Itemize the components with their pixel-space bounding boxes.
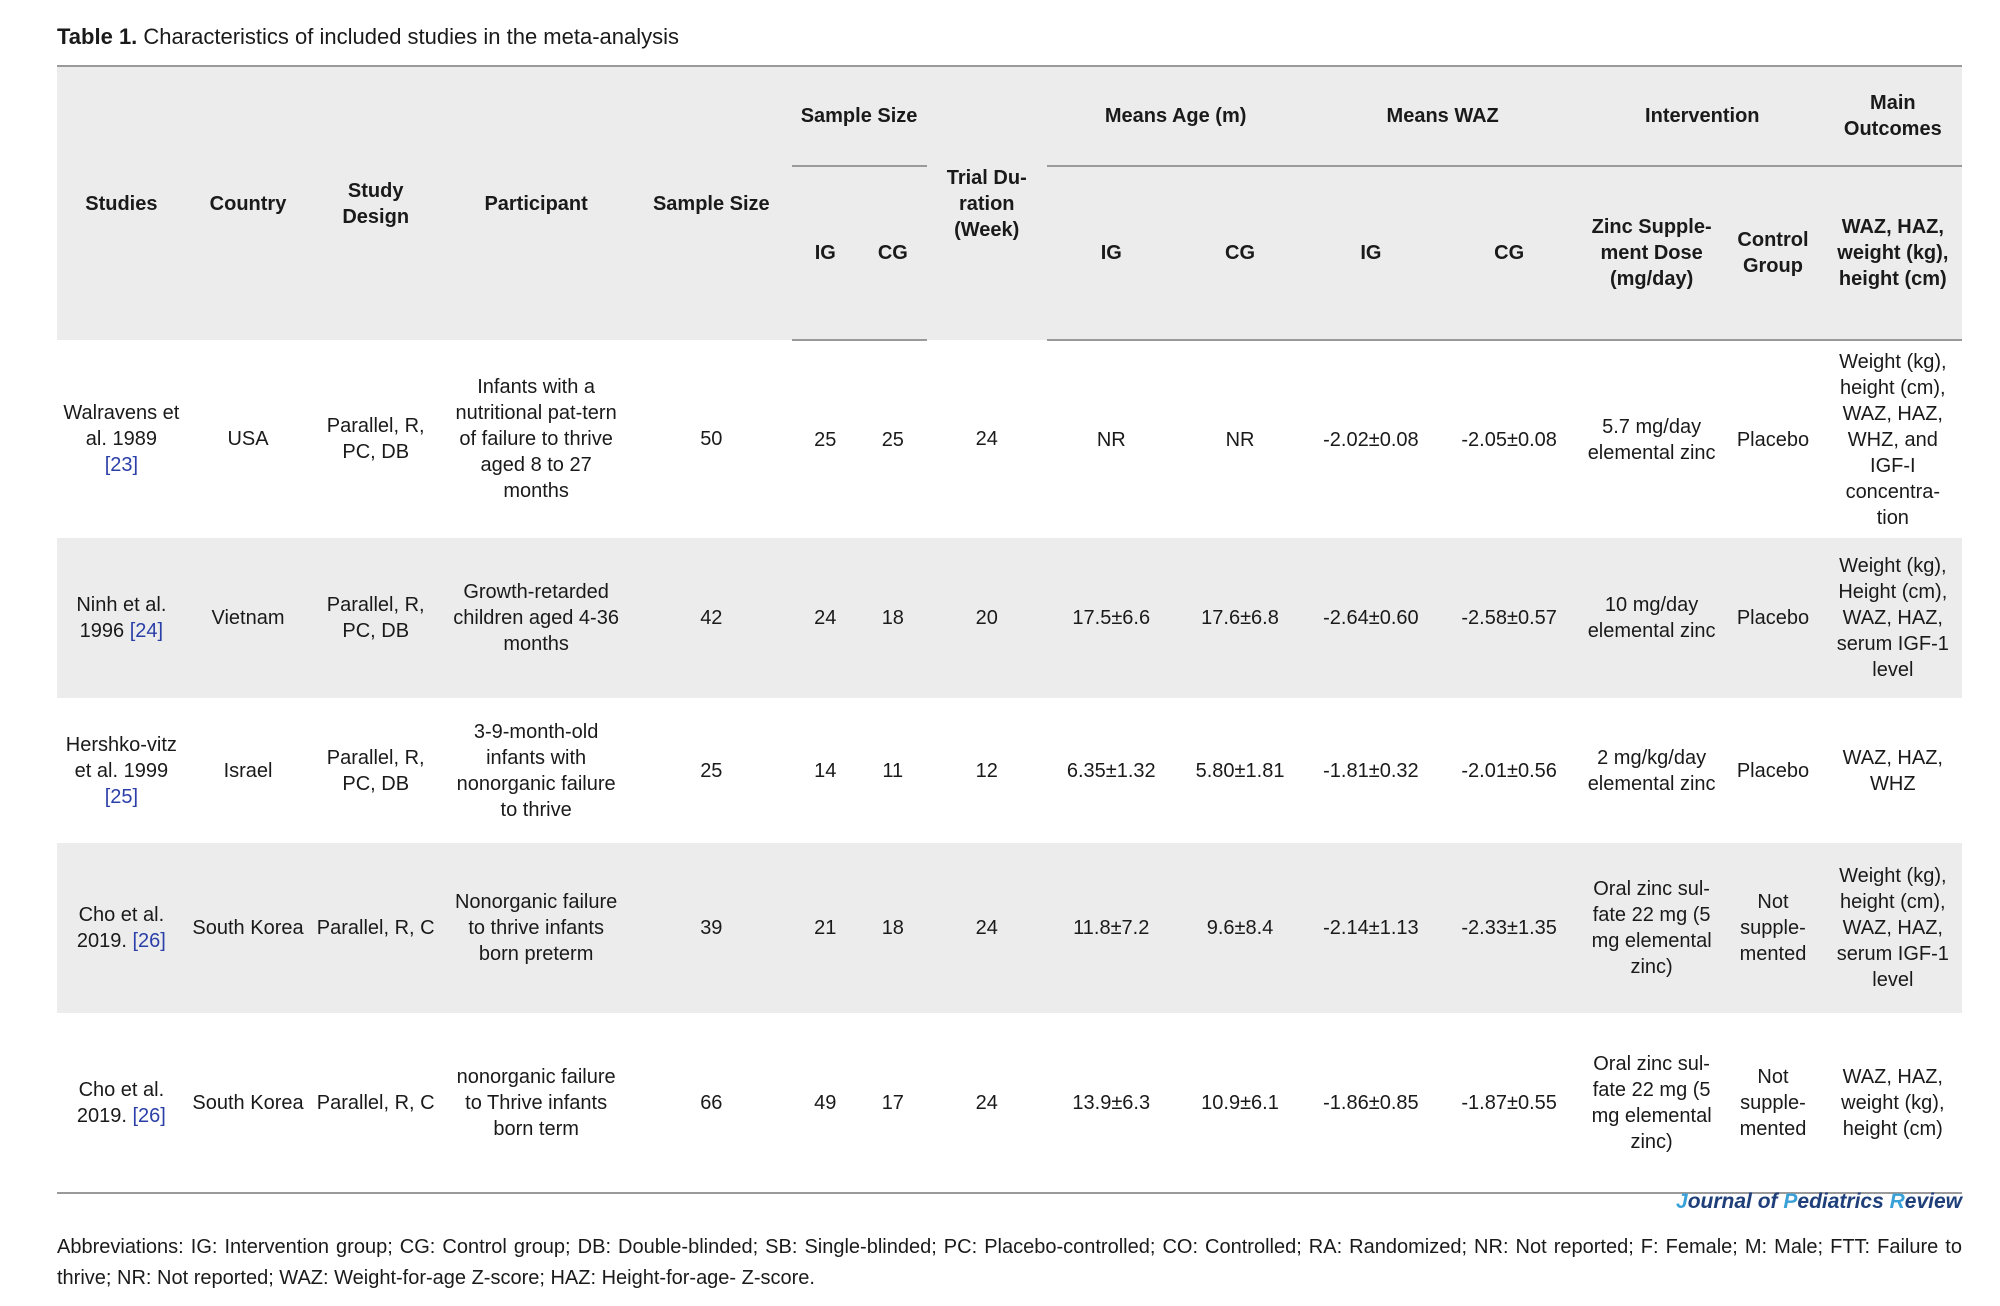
header-outcomes-sub: WAZ, HAZ, weight (kg), height (cm) [1824, 166, 1962, 340]
header-means-waz: Means WAZ [1304, 66, 1581, 166]
header-age-cg: CG [1176, 166, 1305, 340]
header-intervention: Intervention [1581, 66, 1824, 166]
table-row [57, 340, 1962, 538]
study-cell [57, 843, 186, 1013]
sample-ig-cell: 14 [814, 759, 837, 782]
waz-cg-cell: -1.87±0.55 [1437, 1013, 1581, 1193]
header-sample-size: Sample Size [631, 66, 791, 340]
header-trial-duration: Trial Du-ration (Week) [927, 66, 1047, 340]
header-study-design: Study Design [310, 66, 441, 340]
outcomes-cell: Weight (kg), height (cm), WAZ, HAZ, WHZ, and IGF-I concentra-tion [1839, 350, 1947, 529]
waz-cg-cell: -2.33±1.35 [1437, 843, 1581, 1013]
sample-size-cell: 25 [700, 759, 723, 782]
participant-cell: Nonorganic failure to thrive infants born preterm [441, 843, 631, 1013]
citation-link[interactable]: [26] [132, 930, 166, 952]
waz-cg-cell: -2.05±0.08 [1461, 428, 1557, 451]
study-cell [57, 1013, 186, 1193]
age-ig-cell: 11.8±7.2 [1047, 843, 1176, 1013]
age-cg-cell: 5.80±1.81 [1195, 759, 1285, 782]
control-cell: Placebo [1736, 428, 1810, 451]
study-name: Hershko-vitz et al. 1999 [65, 733, 177, 782]
header-participant: Participant [441, 66, 631, 340]
age-cg-cell: NR [1225, 428, 1255, 451]
citation-link[interactable]: [26] [132, 1104, 166, 1127]
sample-ig-cell: 25 [814, 428, 837, 451]
waz-ig-cell: -2.14±1.13 [1304, 843, 1437, 1013]
sample-cg-cell: 18 [859, 538, 927, 698]
table-caption [57, 24, 679, 50]
waz-ig-cell: -1.81±0.32 [1323, 759, 1419, 782]
dose-cell: 10 mg/day elemental zinc [1581, 538, 1722, 698]
duration-cell: 24 [975, 428, 998, 450]
table-row [57, 843, 1962, 1013]
country-cell: Israel [223, 759, 273, 782]
dose-cell: 2 mg/kg/day elemental zinc [1587, 746, 1716, 795]
citation-link[interactable]: [24] [129, 620, 164, 642]
studies-table [57, 65, 1962, 1194]
waz-cg-cell: -2.01±0.56 [1461, 759, 1557, 782]
sample-cg-cell: 11 [882, 759, 904, 782]
sample-size-cell: 42 [631, 538, 791, 698]
header-waz-ig: IG [1304, 166, 1437, 340]
control-cell: Placebo [1722, 538, 1823, 698]
header-main-outcomes: Main Outcomes [1824, 66, 1962, 166]
age-cg-cell: 9.6±8.4 [1176, 843, 1305, 1013]
design-cell: Parallel, R, PC, DB [310, 538, 441, 698]
header-studies: Studies [57, 66, 186, 340]
participant-cell: 3-9-month-old infants with nonorganic failure to thrive [456, 720, 616, 821]
dose-cell: Oral zinc sul-fate 22 mg (5 mg elemental zinc) [1581, 1013, 1722, 1193]
study-name: Cho et al. 2019. [76, 904, 165, 952]
waz-cg-cell: -2.58±0.57 [1437, 538, 1581, 698]
study-cell [57, 538, 186, 698]
participant-cell: nonorganic failure to Thrive infants born term [441, 1013, 631, 1193]
country-cell: South Korea [186, 843, 311, 1013]
table-header [57, 66, 1962, 340]
waz-ig-cell: -2.02±0.08 [1323, 428, 1419, 451]
table-label: Table 1. [57, 24, 138, 49]
sample-cg-cell: 17 [859, 1013, 927, 1193]
sample-ig-cell: 49 [792, 1013, 860, 1193]
header-age-ig: IG [1047, 166, 1176, 340]
waz-ig-cell: -1.86±0.85 [1304, 1013, 1437, 1193]
study-name: Walravens et al. 1989 [63, 402, 180, 450]
design-cell: Parallel, R, C [310, 843, 441, 1013]
outcomes-cell: Weight (kg), height (cm), WAZ, HAZ, serum IGF-1 level [1824, 843, 1962, 1013]
table-body [57, 340, 1962, 1193]
header-sample-ig: IG [792, 166, 860, 340]
study-cell [57, 698, 186, 843]
waz-ig-cell: -2.64±0.60 [1304, 538, 1437, 698]
table-row [57, 538, 1962, 698]
design-cell: Parallel, R, PC, DB [326, 415, 425, 463]
participant-cell: Infants with a nutritional pat-tern of failure to thrive aged 8 to 27 months [455, 376, 617, 502]
age-ig-cell: 17.5±6.6 [1047, 538, 1176, 698]
study-name: Cho et al. 2019. [76, 1078, 165, 1127]
table-row [57, 698, 1962, 843]
dose-cell: Oral zinc sul-fate 22 mg (5 mg elemental zinc) [1581, 843, 1722, 1013]
studies-table-container [57, 65, 1962, 1194]
sample-cg-cell: 18 [859, 843, 927, 1013]
duration-cell: 12 [975, 759, 998, 782]
sample-size-cell: 39 [631, 843, 791, 1013]
country-cell: South Korea [186, 1013, 311, 1193]
design-cell: Parallel, R, PC, DB [326, 746, 425, 795]
age-ig-cell: 13.9±6.3 [1047, 1013, 1176, 1193]
citation-link[interactable]: [23] [104, 454, 139, 476]
header-sample-size-group: Sample Size [792, 66, 927, 166]
outcomes-cell: WAZ, HAZ, weight (kg), height (cm) [1824, 1013, 1962, 1193]
control-cell: Not supple-mented [1722, 843, 1823, 1013]
study-name: Ninh et al. 1996 [76, 594, 167, 642]
country-cell: Vietnam [186, 538, 311, 698]
sample-size-cell: 66 [631, 1013, 791, 1193]
study-cell [57, 340, 186, 538]
sample-size-cell: 50 [700, 428, 723, 450]
outcomes-cell: WAZ, HAZ, WHZ [1842, 746, 1943, 795]
header-sample-cg: CG [859, 166, 927, 340]
duration-cell: 24 [927, 1013, 1047, 1193]
abbreviations-note: Abbreviations: IG: Intervention group; CG: Control group; DB: Double-blinded; SB: Single-blinded; PC: Placebo-controlled; CO: Controlled; RA: Randomized; NR: Not reported; F: Female; M: Male; FTT: Failure to thrive; NR: Not reported; WAZ: Weight-for-age Z-score; HAZ: Height-for-age- Z-score. [57, 1236, 1962, 1289]
participant-cell: Growth-retarded children aged 4-36 months [441, 538, 631, 698]
control-cell: Placebo [1736, 759, 1810, 782]
sample-cg-cell: 25 [881, 428, 904, 451]
sample-ig-cell: 24 [792, 538, 860, 698]
header-means-age: Means Age (m) [1047, 66, 1305, 166]
sample-ig-cell: 21 [792, 843, 860, 1013]
duration-cell: 24 [927, 843, 1047, 1013]
control-cell: Not supple-mented [1722, 1013, 1823, 1193]
journal-logo: Journal of Pediatrics Review [1676, 1190, 1962, 1213]
design-cell: Parallel, R, C [310, 1013, 441, 1193]
age-ig-cell: NR [1096, 428, 1126, 451]
dose-cell: 5.7 mg/day elemental zinc [1587, 415, 1716, 464]
header-control-group: Control Group [1722, 166, 1823, 340]
header-waz-cg: CG [1437, 166, 1581, 340]
age-cg-cell: 17.6±6.8 [1176, 538, 1305, 698]
duration-cell: 20 [927, 538, 1047, 698]
age-ig-cell: 6.35±1.32 [1066, 759, 1156, 782]
header-zinc-dose: Zinc Supple-ment Dose (mg/day) [1581, 166, 1722, 340]
table-title: Characteristics of included studies in the meta-analysis [143, 24, 680, 49]
country-cell: USA [227, 428, 269, 450]
age-cg-cell: 10.9±6.1 [1176, 1013, 1305, 1193]
citation-link[interactable]: [25] [104, 785, 139, 808]
header-country: Country [186, 66, 311, 340]
outcomes-cell: Weight (kg), Height (cm), WAZ, HAZ, serum IGF-1 level [1824, 538, 1962, 698]
table-row [57, 1013, 1962, 1193]
